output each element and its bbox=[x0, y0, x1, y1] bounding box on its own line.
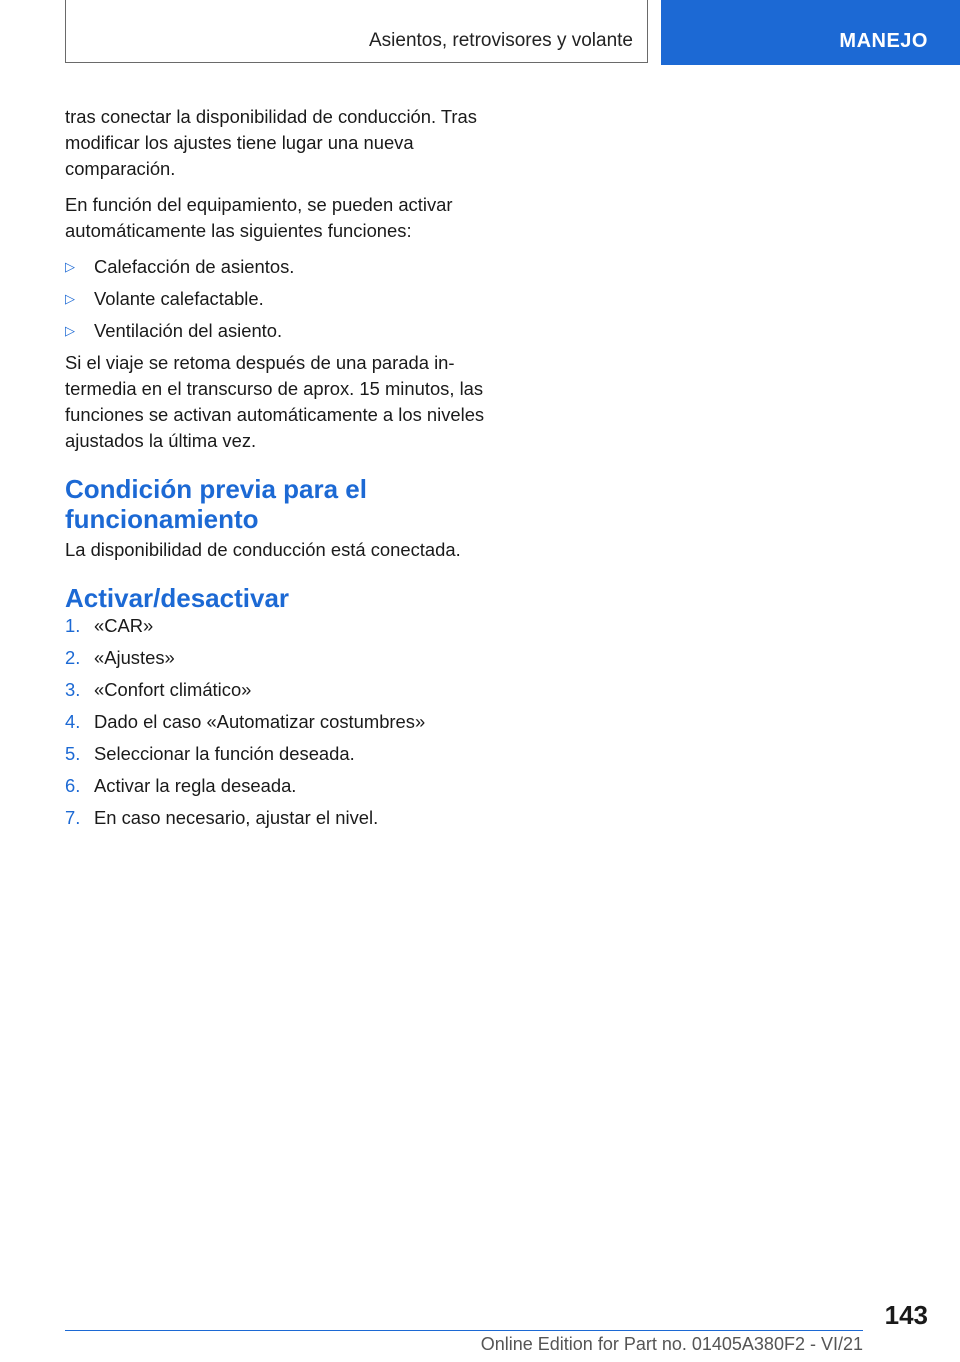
chapter-tab-label: MANEJO bbox=[839, 30, 928, 52]
triangle-bullet-icon: ▷ bbox=[65, 323, 75, 338]
step-text: En caso necesario, ajustar el nivel. bbox=[94, 807, 379, 828]
list-item bbox=[65, 318, 485, 344]
steps-list bbox=[65, 613, 485, 831]
step-text: «Ajustes» bbox=[94, 647, 175, 668]
list-item-text: Volante calefactable. bbox=[94, 288, 264, 309]
footer-edition-text: Online Edition for Part no. 01405A380F2 - VI/21 bbox=[480, 1334, 863, 1354]
step-number: 6. bbox=[65, 775, 81, 796]
step-item bbox=[65, 613, 485, 639]
list-item-text: Ventilación del asiento. bbox=[94, 320, 283, 341]
step-text: Dado el caso «Automatizar costumbres» bbox=[94, 711, 426, 732]
list-item bbox=[65, 286, 485, 312]
step-number: 5. bbox=[65, 743, 81, 764]
step-number: 2. bbox=[65, 647, 81, 668]
triangle-bullet-icon: ▷ bbox=[65, 259, 75, 274]
feature-list bbox=[65, 254, 485, 344]
intro-paragraph: tras conectar la disponibilidad de conducción. Tras modificar los ajustes tiene lugar una nueva comparación. bbox=[65, 106, 477, 179]
step-item bbox=[65, 709, 485, 735]
step-item bbox=[65, 645, 485, 671]
list-item bbox=[65, 254, 485, 280]
step-item bbox=[65, 773, 485, 799]
running-header bbox=[65, 0, 648, 63]
step-number: 3. bbox=[65, 679, 81, 700]
footer-divider bbox=[65, 1330, 863, 1331]
step-number: 1. bbox=[65, 615, 81, 636]
section-title: Asientos, retrovisores y volante bbox=[368, 30, 633, 51]
section-heading-precondition: Condición previa para el funcionamiento bbox=[65, 474, 367, 534]
step-item bbox=[65, 805, 485, 831]
page-content bbox=[65, 104, 485, 837]
precondition-text: La disponibilidad de conducción está conectada. bbox=[65, 539, 461, 560]
step-text: Seleccionar la función deseada. bbox=[94, 743, 355, 764]
section-heading-activate: Activar/desactivar bbox=[65, 583, 290, 613]
resume-paragraph: Si el viaje se retoma después de una parada in-termedia en el transcurso de aprox. 15 minutos, las funciones se activan automáticamente a los niveles ajustados la última vez. bbox=[65, 352, 485, 451]
step-number: 4. bbox=[65, 711, 81, 732]
triangle-bullet-icon: ▷ bbox=[65, 291, 75, 306]
step-item bbox=[65, 677, 485, 703]
list-item-text: Calefacción de asientos. bbox=[94, 256, 295, 277]
page-number: 143 bbox=[884, 1300, 928, 1330]
intro-paragraph: En función del equipamiento, se pueden activar automáticamente las siguientes funciones: bbox=[65, 194, 453, 241]
step-text: Activar la regla deseada. bbox=[94, 775, 297, 796]
step-text: «CAR» bbox=[94, 615, 154, 636]
step-number: 7. bbox=[65, 807, 81, 828]
step-item bbox=[65, 741, 485, 767]
chapter-tab[interactable] bbox=[661, 0, 960, 65]
step-text: «Confort climático» bbox=[94, 679, 252, 700]
